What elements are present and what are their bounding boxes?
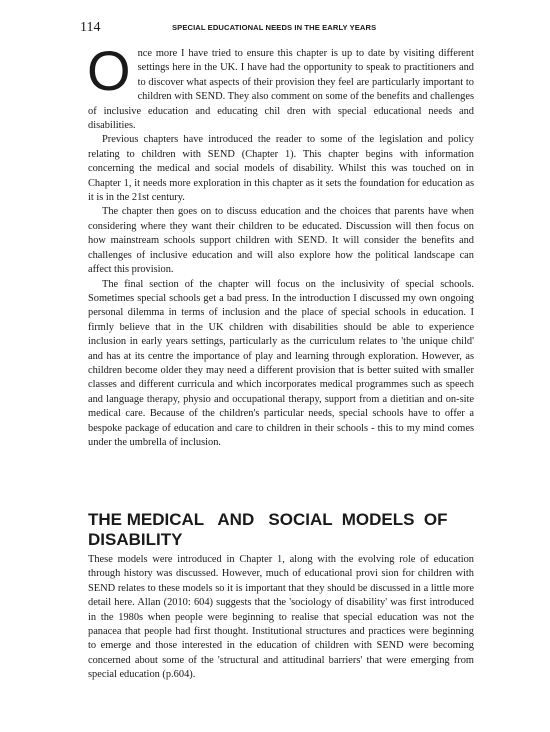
section-body (88, 553, 474, 683)
intro-paragraph-3: The chapter then goes on to discuss education and the choices that parents have when considering where they want their children to be educated. Discussion will then focus on how mainstream schools support children with SEND. It will consider the benefits and challenges of inclusive education and will also explore how the political landscape can affect this provision. (88, 206, 474, 276)
section-heading (88, 510, 478, 550)
page-number: 114 (80, 20, 101, 35)
intro-paragraph-1 (87, 39, 474, 133)
intro-paragraph-2: Previous chapters have introduced the reader to some of the legislation and policy relating to children with SEND (Chapter 1). This chapter begins with information concerning the medical and social models of disability. Whilst this was touched on in Chapter 1, it needs more exploration in this chapter as it sets the foundation for education as it is in the 21st century. (88, 134, 474, 204)
section-heading-line-1: THE MEDICAL AND SOCIAL MODELS OF (88, 510, 448, 529)
section-paragraph: These models were introduced in Chapter 1, along with the evolving role of education through history was discussed. However, much of educational provi sion for children with SEND relates to these models so it is important that they should be discussed in a little more detail here. Allan (2010: 604) suggests that the 'sociology of disability' was first introduced in the 1980s when people were beginning to realise that special education was not the panacea that people had first thought. Institutional structures and practices were beginning to emerge and those interested in the education of children with SEND were becoming concerned about some of the 'structural and attitudinal barriers' that were emerging from special education (p.604). (88, 554, 474, 681)
running-head (80, 20, 480, 36)
running-title: SPECIAL EDUCATIONAL NEEDS IN THE EARLY YEARS (172, 23, 377, 32)
intro-paragraph-4: The final section of the chapter will focus on the inclusivity of special schools. Sometimes special schools get a bad press. In the introduction I discussed my own ongoing personal dilemma in terms of inclusion and the place of special schools in education. I firmly believe that in the UK children with disabilities should be able to experience inclusion in early years settings, particularly as the curriculum relates to 'the unique child' and has at its centre the importance of play and learning through exploration. However, as children become older they may need a different provision that is better suited with smaller classes and different curricula and which incorporates medical programmes such as speech and language therapy, physio and occupational therapy, support from a dietitian and on-site medical care. Because of the children's particular needs, special schools have to offer a bespoke package of education and care to children in their schools - this to my mind comes under the umbrella of inclusion. (88, 278, 474, 448)
drop-cap: O (87, 39, 131, 102)
section-heading-line-2: DISABILITY (88, 530, 183, 549)
intro-paragraph-1-text: nce more I have tried to ensure this chapter is up to date by visiting different settings here in the UK. I have had the opportunity to speak to practitioners and to discover what aspects of their provision they feel are particularly important to children with SEND. They also comment on some of the benefits and challenges of inclusive education and educating chil dren with special educational needs and disabilities. (88, 48, 474, 132)
chapter-intro (87, 39, 474, 450)
